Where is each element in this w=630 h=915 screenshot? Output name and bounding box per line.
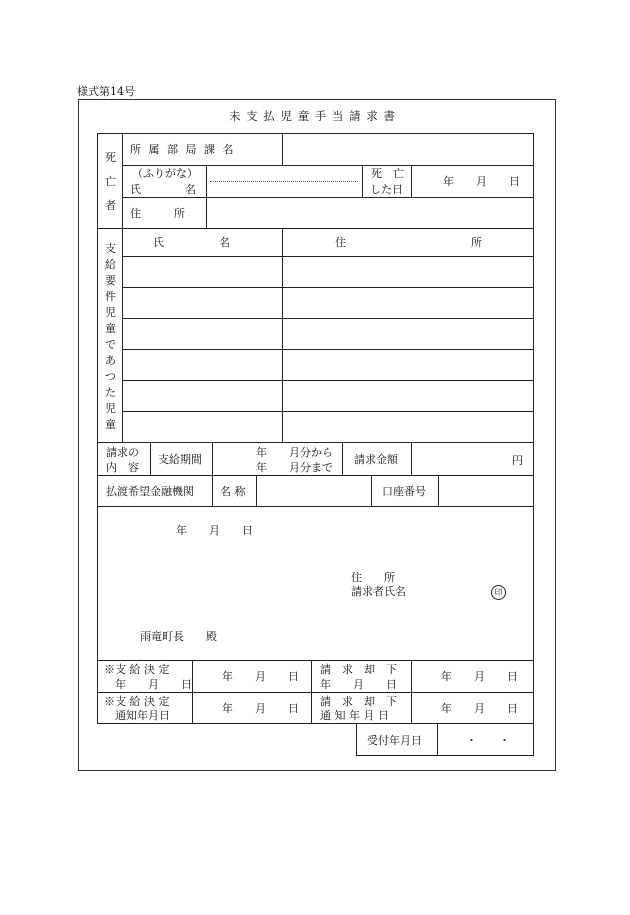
children-address-header-1: 住 xyxy=(335,236,346,249)
children-section-label-2: 給 xyxy=(105,258,116,271)
period-to[interactable]: 年 月分まで xyxy=(256,461,333,474)
death-date-label-1: 死 亡 xyxy=(371,167,404,180)
decision-date-label-1: ※支 給 決 定 xyxy=(104,663,170,676)
furigana-label: （ふりがな） xyxy=(132,167,198,180)
bank-label: 払渡希望金融機関 xyxy=(106,485,194,498)
deceased-section-label-2: 亡 xyxy=(105,175,116,188)
child-address-field-1[interactable] xyxy=(283,257,533,287)
children-section-label-11: 児 xyxy=(105,402,116,415)
claim-content-label-2: 内 容 xyxy=(106,461,139,474)
child-name-field-6[interactable] xyxy=(123,412,282,442)
death-date-label-2: した日 xyxy=(370,183,403,196)
children-section-label-8: あ xyxy=(105,354,116,367)
child-name-field-3[interactable] xyxy=(123,319,282,349)
account-number-field[interactable] xyxy=(439,477,533,506)
bank-name-label: 名 称 xyxy=(220,485,246,498)
claimant-name-label: 請求者氏名 xyxy=(351,585,406,598)
bank-name-field[interactable] xyxy=(257,477,371,506)
period-label: 支給期間 xyxy=(158,453,202,466)
children-section-label-5: 児 xyxy=(105,306,116,319)
reject-notice-label-1: 請 求 却 下 xyxy=(320,695,397,708)
child-address-field-5[interactable] xyxy=(283,381,533,411)
reject-date-label-1: 請 求 却 下 xyxy=(320,663,397,676)
child-name-field-2[interactable] xyxy=(123,288,282,318)
children-section-label-4: 件 xyxy=(105,290,116,303)
children-section-label-12: 童 xyxy=(105,418,116,431)
seal-mark: 印 xyxy=(491,585,506,600)
declaration-date[interactable]: 年 月 日 xyxy=(176,524,253,537)
children-section-label-6: 童 xyxy=(105,322,116,335)
reject-notice-label-2: 通 知 年 月 日 xyxy=(320,709,389,722)
affiliation-field[interactable] xyxy=(283,134,533,165)
form-title: 未 支 払 児 童 手 当 請 求 書 xyxy=(229,109,396,123)
child-address-field-2[interactable] xyxy=(283,288,533,318)
child-address-field-6[interactable] xyxy=(283,412,533,442)
children-address-header-2: 所 xyxy=(471,236,482,249)
reject-date-label-2: 年 月 日 xyxy=(320,678,397,691)
deceased-section-label-1: 死 xyxy=(105,151,116,164)
deceased-section-label-3: 者 xyxy=(105,199,116,212)
child-name-field-5[interactable] xyxy=(123,381,282,411)
children-name-header: 氏 名 xyxy=(153,236,230,249)
children-section-label-3: 要 xyxy=(105,274,116,287)
child-address-field-3[interactable] xyxy=(283,319,533,349)
received-date-value[interactable]: ・ ・ xyxy=(466,734,510,747)
notice-date-label-1: ※支 給 決 定 xyxy=(104,695,170,708)
decision-date-value[interactable]: 年 月 日 xyxy=(222,670,299,683)
children-section-label-1: 支 xyxy=(105,242,116,255)
deceased-name-field[interactable] xyxy=(207,166,362,197)
claimant-address-label: 住 所 xyxy=(351,571,395,584)
period-from[interactable]: 年 月分から xyxy=(256,446,333,459)
child-address-field-4[interactable] xyxy=(283,350,533,380)
reject-notice-value[interactable]: 年 月 日 xyxy=(441,702,518,715)
children-section-label-9: つ xyxy=(105,370,116,383)
affiliation-label: 所 属 部 局 課 名 xyxy=(130,143,236,156)
death-date-value[interactable]: 年 月 日 xyxy=(443,175,520,188)
decision-date-label-2: 年 月 日 xyxy=(115,678,192,691)
amount-label: 請求金額 xyxy=(354,453,398,466)
deceased-address-field[interactable] xyxy=(207,198,533,228)
notice-date-value[interactable]: 年 月 日 xyxy=(222,702,299,715)
amount-unit: 円 xyxy=(512,454,523,467)
children-section-label-10: た xyxy=(105,386,116,399)
reject-date-value[interactable]: 年 月 日 xyxy=(441,670,518,683)
amount-field[interactable] xyxy=(412,444,512,475)
name-label: 氏 名 xyxy=(130,183,196,196)
child-name-field-1[interactable] xyxy=(123,257,282,287)
account-number-label: 口座番号 xyxy=(382,485,426,498)
received-date-label: 受付年月日 xyxy=(367,734,422,747)
addressee: 雨竜町長 殿 xyxy=(140,630,217,643)
notice-date-label-2: 通知年月日 xyxy=(115,709,170,722)
child-name-field-4[interactable] xyxy=(123,350,282,380)
claim-content-label-1: 請求の xyxy=(106,446,139,459)
children-section-label-7: で xyxy=(105,338,116,351)
deceased-address-label: 住 所 xyxy=(130,207,185,220)
form-number: 様式第14号 xyxy=(77,85,135,98)
